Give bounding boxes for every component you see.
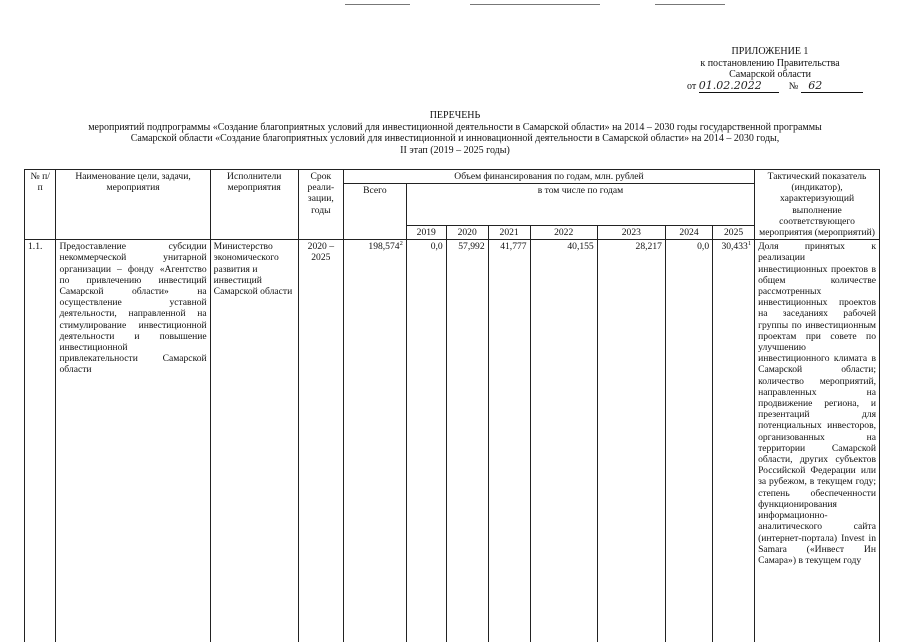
header-year: 2020 <box>446 226 488 240</box>
date-field <box>698 78 779 93</box>
cell-year-value: 40,155 <box>530 240 597 642</box>
appendix-title: ПРИЛОЖЕНИЕ 1 <box>731 46 809 57</box>
header-name: Наименование цели, задачи, мероприятия <box>56 170 210 240</box>
header-year: 2023 <box>597 226 665 240</box>
cell-year-value: 0,0 <box>406 240 446 642</box>
cell-name: Предоставление субсидии некоммерческой унитарной организации – фонду «Агентство по привлечению инвестиций Самарской области» на осуществление уставной деятельности, направленной на стимулирование инвестиционной деятельности и повышение инвестиционной привлекательности Самарской области <box>56 240 210 642</box>
header-year: 2022 <box>530 226 597 240</box>
handwritten-number: 62 <box>808 78 823 92</box>
measures-table <box>24 169 880 642</box>
appendix-line-2: Самарской области <box>729 69 811 80</box>
header-year: 2019 <box>406 226 446 240</box>
header-funding: Объем финансирования по годам, млн. рублей <box>343 170 754 184</box>
cell-year-value: 57,992 <box>446 240 488 642</box>
appendix-date-row <box>640 78 900 93</box>
document-heading: ПЕРЕЧЕНЬ <box>429 110 481 121</box>
header-incl-years: в том числе по годам <box>406 184 754 226</box>
cell-year-2025 <box>713 240 755 642</box>
table-row <box>25 240 880 642</box>
year-2025-value: 30,433 <box>721 241 748 253</box>
scan-edge-line <box>470 4 600 5</box>
header-num: № п/п <box>25 170 56 240</box>
cell-total <box>343 240 406 642</box>
cell-term: 2020 – 2025 <box>298 240 343 642</box>
header-total: Всего <box>343 184 406 240</box>
appendix-line-1: к постановлению Правительства <box>700 57 840 69</box>
document-title-block <box>40 110 870 156</box>
number-prefix: № <box>788 80 799 92</box>
appendix-block <box>640 46 900 93</box>
date-prefix: от <box>687 80 697 92</box>
title-line-2: Самарской области «Создание благоприятных условий для инвестиционной и инновационной деятельности в Самарской области» на 2014 – 2030 годы, <box>130 133 780 144</box>
header-year: 2024 <box>665 226 712 240</box>
header-year: 2025 <box>713 226 755 240</box>
header-term: Срок реали-зации, годы <box>298 170 343 240</box>
cell-year-value: 41,777 <box>488 240 530 642</box>
handwritten-date: 01.02.2022 <box>698 78 762 92</box>
title-line-1: мероприятий подпрограммы «Создание благоприятных условий для инвестиционной деятельности в Самарской области» на 2014 – 2030 годы государственной программы <box>88 121 822 133</box>
header-indicator: Тактический показатель (индикатор), характеризующий выполнение соответствующего мероприятия (мероприятий) <box>755 170 880 240</box>
cell-year-value: 28,217 <box>597 240 665 642</box>
number-field <box>801 78 863 93</box>
total-value: 198,574 <box>368 241 400 253</box>
cell-num: 1.1. <box>25 240 56 642</box>
header-executors: Исполнители мероприятия <box>210 170 298 240</box>
cell-indicator: Доля принятых к реализации инвестиционных проектов в общем количестве рассмотренных инвестиционных проектов на заседаниях рабочей группы по инвестиционным проектам при совете по улучшению инвестиционного климата в Самарской области; количество мероприятий, направленных на продвижение региона, и презентаций для потенциальных инвесторов, организованных на территории Самарской области, других субъектов Российской Федерации или за рубежом, в текущем году; степень обеспеченности функционирования информационно-аналитического сайта (интернет-портала) Invest in Samara («Инвест Ин Самара») в текущем году <box>755 240 880 642</box>
cell-year-value: 0,0 <box>665 240 712 642</box>
scan-edge-line <box>655 4 725 5</box>
year-2025-footnote: 1 <box>747 240 752 248</box>
cell-executor: Министерство экономического развития и инвестиций Самарской области <box>210 240 298 642</box>
header-year: 2021 <box>488 226 530 240</box>
scan-edge-line <box>345 4 410 5</box>
total-footnote: 2 <box>399 240 403 248</box>
title-line-3: II этап (2019 – 2025 годы) <box>400 144 510 156</box>
